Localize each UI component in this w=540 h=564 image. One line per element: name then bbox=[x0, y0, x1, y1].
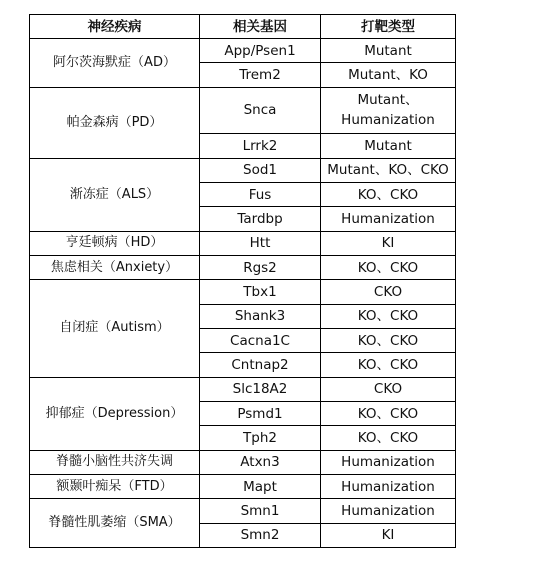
table-row bbox=[30, 499, 456, 523]
gene-cell: Tardbp bbox=[200, 207, 321, 231]
gene-cell: Smn2 bbox=[200, 523, 321, 547]
gene-cell: Rgs2 bbox=[200, 255, 321, 279]
table-row bbox=[30, 377, 456, 401]
type-cell: KI bbox=[321, 523, 456, 547]
header-type: 打靶类型 bbox=[321, 15, 456, 39]
disease-gene-table bbox=[29, 14, 456, 548]
table-row bbox=[30, 450, 456, 474]
gene-cell: Slc18A2 bbox=[200, 377, 321, 401]
header-gene: 相关基因 bbox=[200, 15, 321, 39]
gene-cell: Atxn3 bbox=[200, 450, 321, 474]
type-cell: KI bbox=[321, 231, 456, 255]
gene-cell: Snca bbox=[200, 87, 321, 134]
table-row bbox=[30, 158, 456, 182]
type-cell: Humanization bbox=[321, 474, 456, 498]
type-cell: Mutant、KO、CKO bbox=[321, 158, 456, 182]
type-cell: KO、CKO bbox=[321, 401, 456, 425]
type-cell: CKO bbox=[321, 280, 456, 304]
gene-cell: Tbx1 bbox=[200, 280, 321, 304]
header-row bbox=[30, 15, 456, 39]
gene-cell: Smn1 bbox=[200, 499, 321, 523]
disease-cell: 渐冻症（ALS） bbox=[30, 158, 200, 231]
gene-cell: Shank3 bbox=[200, 304, 321, 328]
type-cell: Humanization bbox=[321, 499, 456, 523]
type-cell: CKO bbox=[321, 377, 456, 401]
type-cell: KO、CKO bbox=[321, 353, 456, 377]
type-cell: KO、CKO bbox=[321, 182, 456, 206]
type-cell: Humanization bbox=[321, 207, 456, 231]
header-disease: 神经疾病 bbox=[30, 15, 200, 39]
disease-cell: 帕金森病（PD） bbox=[30, 87, 200, 158]
type-cell: Mutant、KO bbox=[321, 63, 456, 87]
type-cell: KO、CKO bbox=[321, 304, 456, 328]
gene-cell: Lrrk2 bbox=[200, 134, 321, 158]
gene-cell: Trem2 bbox=[200, 63, 321, 87]
gene-cell: Fus bbox=[200, 182, 321, 206]
disease-cell: 自闭症（Autism） bbox=[30, 280, 200, 377]
gene-cell: Cntnap2 bbox=[200, 353, 321, 377]
table-row bbox=[30, 280, 456, 304]
type-cell: Mutant bbox=[321, 134, 456, 158]
gene-cell: Tph2 bbox=[200, 426, 321, 450]
disease-cell: 脊髓小脑性共济失调 bbox=[30, 450, 200, 474]
disease-cell: 阿尔茨海默症（AD） bbox=[30, 39, 200, 88]
gene-cell: Cacna1C bbox=[200, 328, 321, 352]
type-cell: KO、CKO bbox=[321, 328, 456, 352]
table-row bbox=[30, 87, 456, 134]
disease-cell: 脊髓性肌萎缩（SMA） bbox=[30, 499, 200, 548]
table-row bbox=[30, 474, 456, 498]
gene-cell: Mapt bbox=[200, 474, 321, 498]
type-cell: Mutant、Humanization bbox=[321, 87, 456, 134]
type-cell: Mutant bbox=[321, 39, 456, 63]
table-row bbox=[30, 231, 456, 255]
gene-cell: App/Psen1 bbox=[200, 39, 321, 63]
gene-cell: Htt bbox=[200, 231, 321, 255]
gene-cell: Sod1 bbox=[200, 158, 321, 182]
type-cell: Humanization bbox=[321, 450, 456, 474]
type-cell: KO、CKO bbox=[321, 255, 456, 279]
table-row bbox=[30, 255, 456, 279]
gene-cell: Psmd1 bbox=[200, 401, 321, 425]
disease-cell: 焦虑相关（Anxiety） bbox=[30, 255, 200, 279]
disease-cell: 抑郁症（Depression） bbox=[30, 377, 200, 450]
disease-cell: 额颞叶痴呆（FTD） bbox=[30, 474, 200, 498]
disease-cell: 亨廷顿病（HD） bbox=[30, 231, 200, 255]
type-cell: KO、CKO bbox=[321, 426, 456, 450]
table-row bbox=[30, 39, 456, 63]
